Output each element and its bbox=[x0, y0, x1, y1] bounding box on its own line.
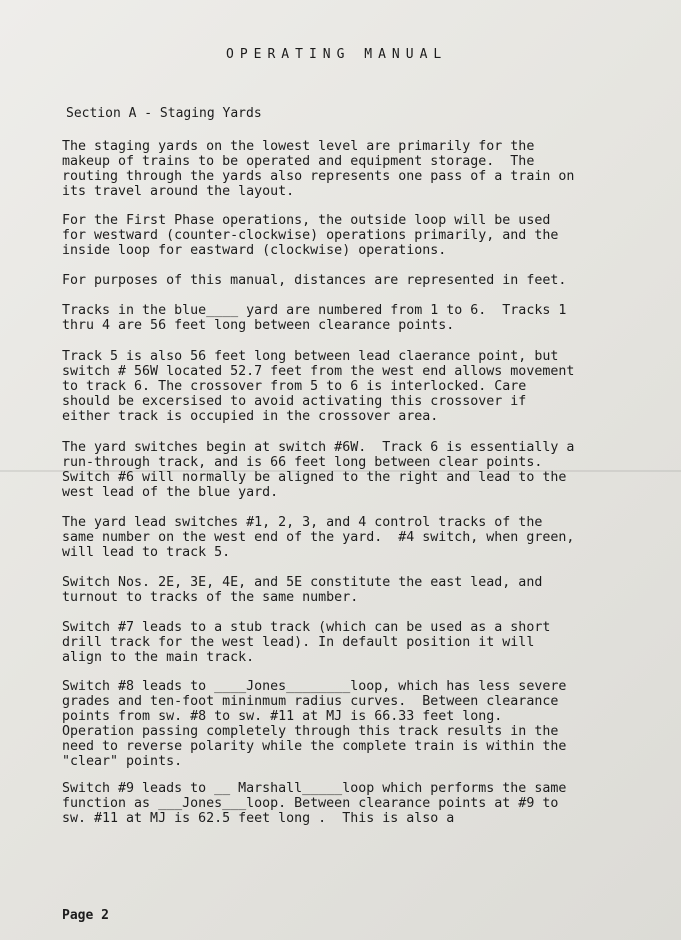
paragraph-7: The yard lead switches #1, 2, 3, and 4 control tracks of the same number on the west end of the yard. #4 switch, when green, will lead to track 5. bbox=[62, 515, 575, 560]
paragraph-10: Switch #8 leads to ____Jones________loop, which has less severe grades and ten-foot mininmum radius curves. Between clearance points from sw. #8 to sw. #11 at MJ is 66.33 feet long. Operation passing completely through this track results in the need to reverse polarity while the complete train is within the "clear" points. bbox=[62, 679, 567, 769]
paragraph-6: The yard switches begin at switch #6W. Track 6 is essentially a run-through track, and is 66 feet long between clear points. Switch #6 will normally be aligned to the right and lead to the west lead of the blue yard. bbox=[62, 440, 575, 500]
paragraph-9: Switch #7 leads to a stub track (which can be used as a short drill track for the west lead). In default position it will align to the main track. bbox=[62, 620, 551, 665]
paragraph-2: For the First Phase operations, the outside loop will be used for westward (counter-clockwise) operations primarily, and the inside loop for eastward (clockwise) operations. bbox=[62, 213, 559, 258]
paragraph-11: Switch #9 leads to __ Marshall_____loop which performs the same function as ___Jones___loop. Between clearance points at #9 to sw. #11 at MJ is 62.5 feet long . This is also a bbox=[62, 781, 567, 826]
page-number: Page 2 bbox=[62, 908, 109, 923]
paragraph-8: Switch Nos. 2E, 3E, 4E, and 5E constitute the east lead, and turnout to tracks of the same number. bbox=[62, 575, 543, 605]
paragraph-5: Track 5 is also 56 feet long between lead claerance point, but switch # 56W located 52.7 feet from the west end allows movement to track 6. The crossover from 5 to 6 is interlocked. Care should be excersised to avoid activating this crossover if either track is occupied in the crossover area. bbox=[62, 349, 575, 424]
paragraph-3: For purposes of this manual, distances are represented in feet. bbox=[62, 273, 567, 288]
section-heading: Section A - Staging Yards bbox=[66, 106, 262, 121]
paragraph-1: The staging yards on the lowest level are primarily for the makeup of trains to be operated and equipment storage. The routing through the yards also represents one pass of a train on its travel around the layout. bbox=[62, 139, 575, 199]
page-title: OPERATING MANUAL bbox=[226, 47, 448, 62]
paragraph-4: Tracks in the blue____ yard are numbered from 1 to 6. Tracks 1 thru 4 are 56 feet long between clearance points. bbox=[62, 303, 567, 333]
